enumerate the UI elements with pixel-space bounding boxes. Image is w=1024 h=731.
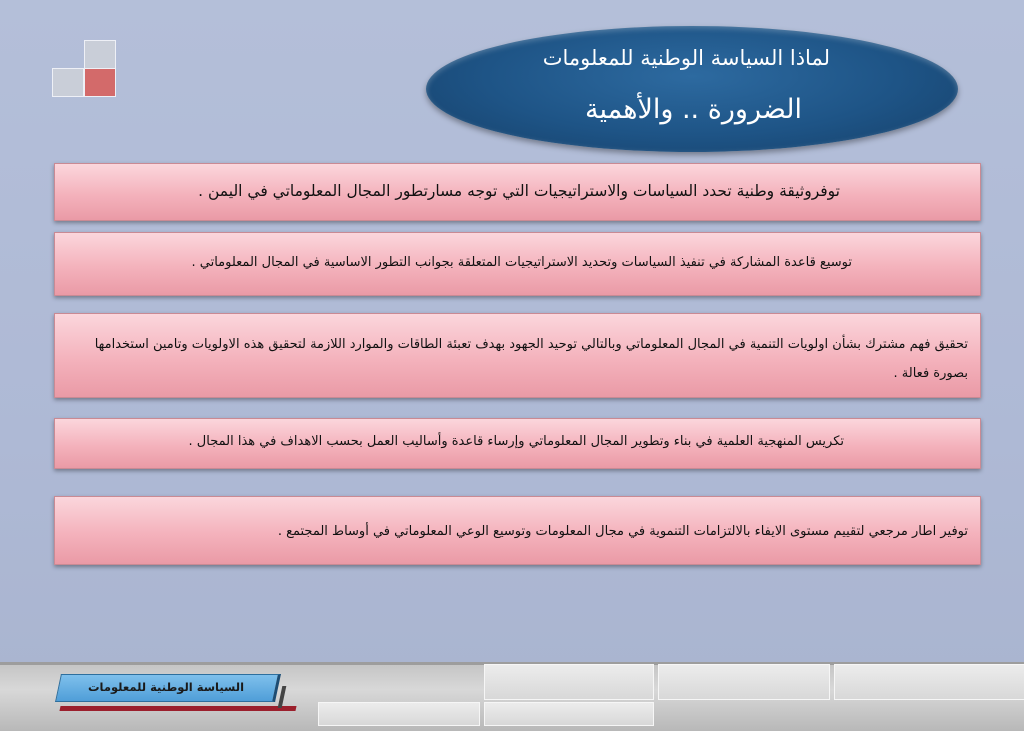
slide-subtitle: الضرورة .. والأهمية	[584, 94, 802, 125]
point-text-1: توفروثيقة وطنية تحدد السياسات والاستراتيجيات التي توجه مسارتطور المجال المعلوماتي في اليمن .	[198, 182, 840, 200]
footer-panel	[484, 702, 654, 726]
point-text-3: تحقيق فهم مشترك بشأن اولويات التنمية في المجال المعلوماتي وبالتالي توحيد الجهود بهدف تعبئة الطاقات والموارد اللازمة لتحقيق هذه الاولويات وتامين استخدامها بصورة فعالة .	[94, 337, 968, 381]
footer-panel	[658, 664, 830, 700]
logo-square-left	[52, 68, 84, 97]
point-box-2	[54, 232, 981, 296]
footer-panel	[834, 664, 1024, 700]
point-box-5	[54, 496, 981, 565]
point-box-3	[54, 313, 981, 398]
title-oval	[426, 26, 958, 152]
footer-panel	[484, 664, 654, 700]
slide-title: لماذا السياسة الوطنية للمعلومات	[542, 46, 830, 70]
footer-panel	[318, 702, 480, 726]
footer-red-stripe	[59, 706, 296, 711]
point-text-5: توفير اطار مرجعي لتقييم مستوى الايفاء بالالتزامات التنموية في مجال المعلومات وتوسيع الوعي المعلوماتي في أوساط المجتمع .	[277, 524, 968, 539]
logo-square-top	[84, 40, 116, 69]
point-box-4	[54, 418, 981, 469]
point-text-4: تكريس المنهجية العلمية في بناء وتطوير المجال المعلوماتي وإرساء قاعدة وأساليب العمل بحسب الاهداف في هذا المجال .	[188, 434, 844, 449]
point-box-1	[54, 163, 981, 221]
logo-squares	[52, 40, 118, 98]
footer-tab-label: السياسة الوطنية للمعلومات	[87, 680, 245, 694]
point-text-2: توسيع قاعدة المشاركة في تنفيذ السياسات وتحديد الاستراتيجيات المتعلقة بجوانب التطور الاساسية في المجال المعلوماتي .	[191, 255, 852, 270]
logo-square-red	[84, 68, 116, 97]
